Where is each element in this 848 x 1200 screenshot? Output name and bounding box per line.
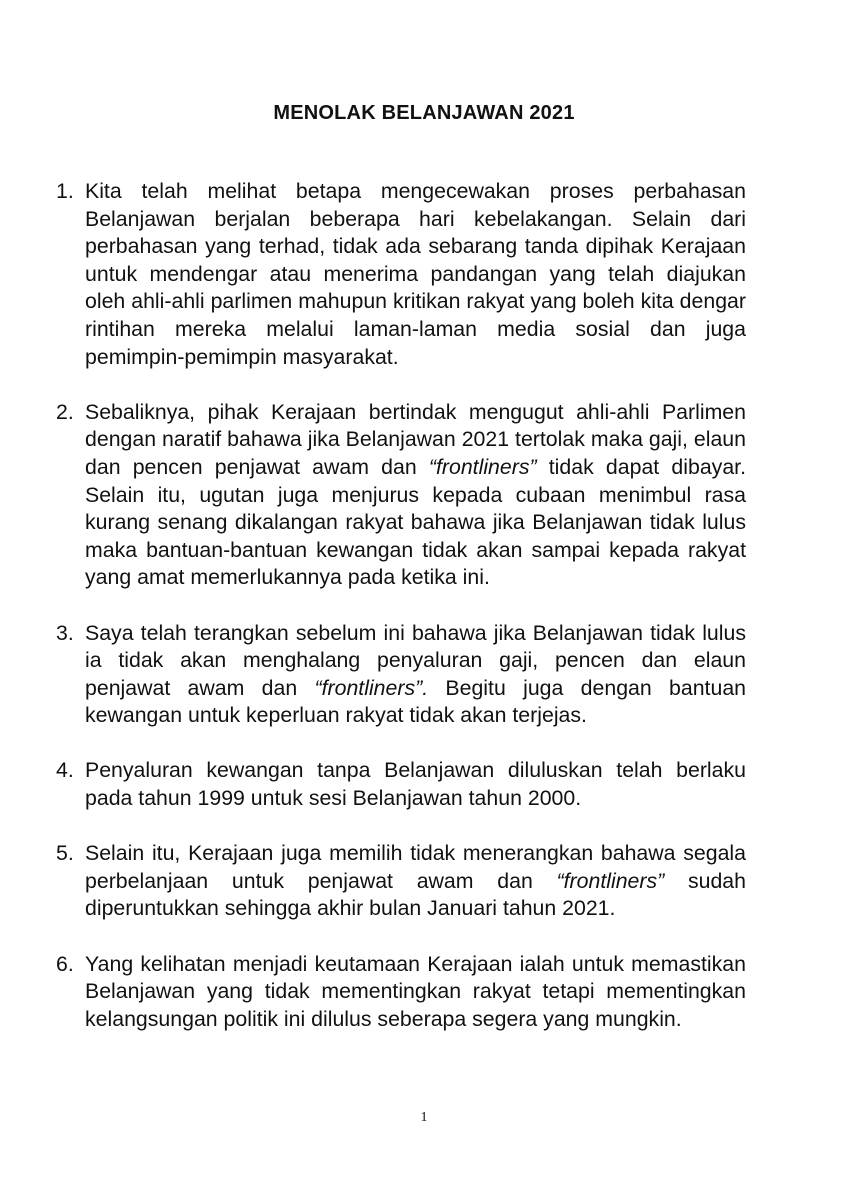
numbered-paragraph-list — [56, 178, 746, 1061]
emphasis-text: “frontliners” — [428, 454, 537, 479]
list-item — [56, 840, 746, 923]
item-text — [85, 620, 746, 730]
item-number: 1. — [56, 179, 74, 203]
item-text — [85, 399, 746, 592]
item-text — [85, 840, 746, 923]
list-item — [56, 178, 746, 371]
item-number: 5. — [56, 841, 74, 866]
item-number: 3. — [56, 620, 74, 645]
text-segment: tidak dapat dibayar. Selain itu, ugutan juga menjurus kepada cubaan menimbul rasa kurang senang dikalangan rakyat bahawa jika Belanjawan tidak lulus maka bantuan-bantuan kewangan tidak akan sampai kepada rakyat yang amat memerlukannya pada ketika ini. — [85, 454, 746, 590]
list-item — [56, 757, 746, 812]
item-number: 2. — [56, 399, 74, 424]
text-segment: Begitu juga dengan bantuan kewangan untuk keperluan rakyat tidak akan terjejas. — [85, 675, 747, 728]
item-number: 6. — [56, 951, 74, 976]
page-number: 1 — [420, 1110, 428, 1125]
text-segment: sudah diperuntukkan sehingga akhir bulan Januari tahun 2021. — [85, 868, 746, 921]
item-number: 4. — [56, 758, 74, 783]
text-segment: Sebaliknya, pihak Kerajaan bertindak mengugut ahli-ahli Parlimen dengan naratif bahawa jika Belanjawan 2021 tertolak maka gaji, elaun dan pencen penjawat awam dan — [85, 399, 746, 479]
text-segment: Saya telah terangkan sebelum ini bahawa jika Belanjawan tidak lulus ia tidak akan menghalang penyaluran gaji, pencen dan elaun penjawat awam dan — [85, 620, 746, 700]
document-title: MENOLAK BELANJAWAN 2021 — [273, 102, 575, 124]
list-item — [56, 620, 746, 730]
emphasis-text: “frontliners” — [556, 868, 665, 893]
item-text: Kita telah melihat betapa mengecewakan proses perbahasan Belanjawan berjalan beberapa hari kebelakangan. Selain dari perbahasan yang terhad, tidak ada sebarang tanda dipihak Kerajaan untuk mendengar atau menerima pandangan yang telah diajukan oleh ahli-ahli parlimen mahupun kritikan rakyat yang boleh kita dengar rintihan mereka melalui laman-laman media sosial dan juga pemimpin-pemimpin masyarakat. — [85, 179, 746, 369]
text-segment: Selain itu, Kerajaan juga memilih tidak menerangkan bahawa segala perbelanjaan untuk penjawat awam dan — [85, 841, 746, 893]
list-item — [56, 951, 746, 1034]
emphasis-text: “frontliners”. — [314, 675, 429, 700]
item-text: Penyaluran kewangan tanpa Belanjawan diluluskan telah berlaku pada tahun 1999 untuk sesi Belanjawan tahun 2000. — [85, 758, 746, 811]
item-text: Yang kelihatan menjadi keutamaan Kerajaan ialah untuk memastikan Belanjawan yang tidak mementingkan rakyat tetapi mementingkan kelangsungan politik ini dilulus seberapa segera yang mungkin. — [85, 951, 746, 1031]
list-item — [56, 399, 746, 592]
